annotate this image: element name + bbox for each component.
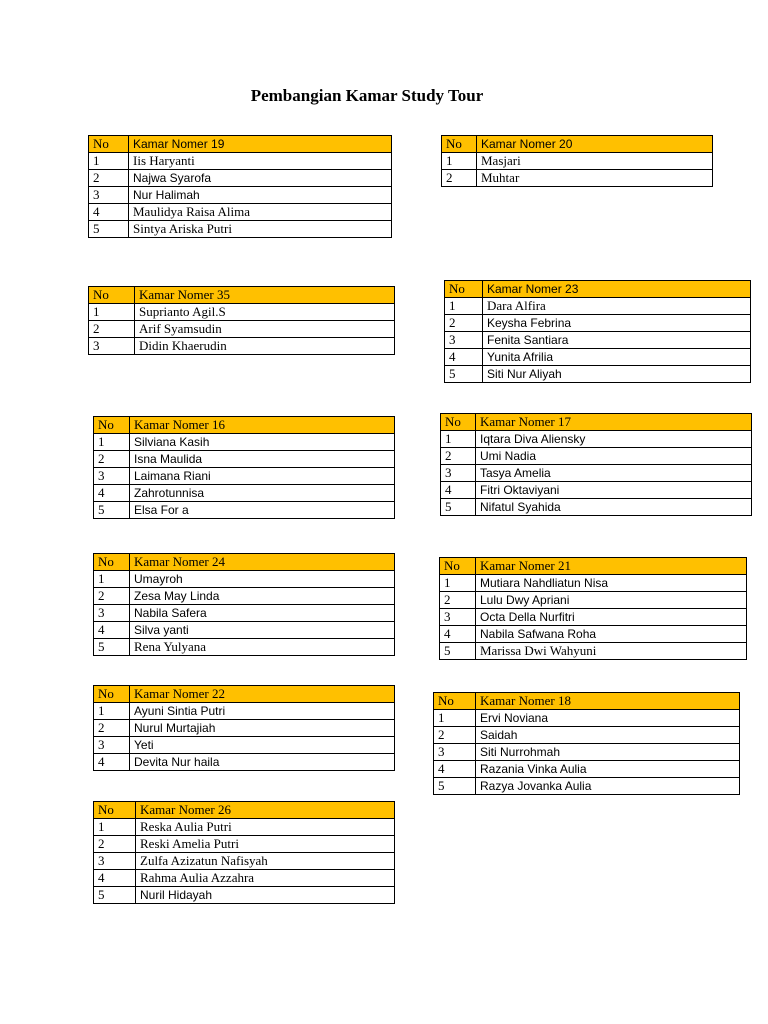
room-table-17 <box>440 413 752 516</box>
row-no: 3 <box>94 605 130 622</box>
table-row <box>89 204 392 221</box>
row-name: Ervi Noviana <box>476 710 740 727</box>
header-no: No <box>94 417 130 434</box>
header-no: No <box>89 287 135 304</box>
header-room: Kamar Nomer 20 <box>477 136 713 153</box>
page-title: Pembangian Kamar Study Tour <box>250 86 484 105</box>
row-name: Razania Vinka Aulia <box>476 761 740 778</box>
row-no: 2 <box>440 592 476 609</box>
row-name: Tasya Amelia <box>476 465 752 482</box>
room-table-16 <box>93 416 395 519</box>
table-row <box>94 622 395 639</box>
row-no: 4 <box>94 870 136 887</box>
row-name: Rahma Aulia Azzahra <box>136 870 395 887</box>
table-header <box>94 802 395 819</box>
table-header <box>445 281 751 298</box>
row-name: Masjari <box>477 153 713 170</box>
row-no: 4 <box>440 626 476 643</box>
table-row <box>434 778 740 795</box>
table-row <box>94 720 395 737</box>
room-table-18 <box>433 692 740 795</box>
row-no: 2 <box>94 588 130 605</box>
header-no: No <box>440 558 476 575</box>
table-row <box>441 448 752 465</box>
row-name: Saidah <box>476 727 740 744</box>
row-name: Nabila Safwana Roha <box>476 626 747 643</box>
table-row <box>89 304 395 321</box>
row-name: Fenita Santiara <box>483 332 751 349</box>
row-name: Maulidya Raisa Alima <box>129 204 392 221</box>
table-row <box>434 744 740 761</box>
table-row <box>94 502 395 519</box>
table-row <box>445 366 751 383</box>
row-no: 4 <box>89 204 129 221</box>
row-no: 3 <box>440 609 476 626</box>
table-row <box>442 153 713 170</box>
table-row <box>94 588 395 605</box>
row-no: 2 <box>94 720 130 737</box>
table-row <box>94 639 395 656</box>
row-name: Nabila Safera <box>130 605 395 622</box>
table-row <box>440 609 747 626</box>
row-no: 4 <box>445 349 483 366</box>
row-no: 2 <box>441 448 476 465</box>
room-table-20 <box>441 135 713 187</box>
row-no: 3 <box>89 338 135 355</box>
row-no: 1 <box>89 153 129 170</box>
row-no: 2 <box>445 315 483 332</box>
table-row <box>442 170 713 187</box>
row-name: Didin Khaerudin <box>135 338 395 355</box>
table-row <box>94 571 395 588</box>
room-table-23 <box>444 280 751 383</box>
row-name: Octa Della Nurfitri <box>476 609 747 626</box>
room-table-35 <box>88 286 395 355</box>
row-no: 3 <box>441 465 476 482</box>
row-no: 5 <box>94 502 130 519</box>
table-row <box>445 298 751 315</box>
row-name: Iis Haryanti <box>129 153 392 170</box>
table-header <box>94 554 395 571</box>
row-no: 5 <box>440 643 476 660</box>
header-no: No <box>94 686 130 703</box>
row-name: Nifatul Syahida <box>476 499 752 516</box>
row-name: Marissa Dwi Wahyuni <box>476 643 747 660</box>
room-table-24 <box>93 553 395 656</box>
row-no: 3 <box>94 853 136 870</box>
row-name: Mutiara Nahdliatun Nisa <box>476 575 747 592</box>
row-no: 3 <box>89 187 129 204</box>
row-no: 1 <box>94 571 130 588</box>
row-no: 5 <box>434 778 476 795</box>
row-name: Yeti <box>130 737 395 754</box>
table-header <box>442 136 713 153</box>
header-room: Kamar Nomer 17 <box>476 414 752 431</box>
row-name: Rena Yulyana <box>130 639 395 656</box>
table-row <box>94 887 395 904</box>
table-row <box>94 451 395 468</box>
table-row <box>434 727 740 744</box>
row-no: 1 <box>442 153 477 170</box>
table-row <box>94 605 395 622</box>
table-row <box>434 710 740 727</box>
table-header <box>440 558 747 575</box>
row-name: Laimana Riani <box>130 468 395 485</box>
row-no: 2 <box>89 321 135 338</box>
row-name: Zahrotunnisa <box>130 485 395 502</box>
table-row <box>89 338 395 355</box>
row-no: 1 <box>441 431 476 448</box>
header-room: Kamar Nomer 16 <box>130 417 395 434</box>
header-room: Kamar Nomer 18 <box>476 693 740 710</box>
row-name: Siti Nur Aliyah <box>483 366 751 383</box>
row-no: 2 <box>94 836 136 853</box>
header-no: No <box>445 281 483 298</box>
table-header <box>434 693 740 710</box>
table-row <box>94 434 395 451</box>
row-no: 1 <box>445 298 483 315</box>
table-row <box>94 836 395 853</box>
table-row <box>94 853 395 870</box>
table-row <box>94 754 395 771</box>
row-name: Sintya Ariska Putri <box>129 221 392 238</box>
row-name: Nur Halimah <box>129 187 392 204</box>
table-row <box>441 482 752 499</box>
row-no: 1 <box>94 819 136 836</box>
row-no: 3 <box>445 332 483 349</box>
row-name: Zesa May Linda <box>130 588 395 605</box>
table-row <box>440 575 747 592</box>
table-row <box>94 870 395 887</box>
table-row <box>94 703 395 720</box>
row-no: 4 <box>94 622 130 639</box>
table-row <box>445 315 751 332</box>
row-name: Reska Aulia Putri <box>136 819 395 836</box>
row-name: Razya Jovanka Aulia <box>476 778 740 795</box>
row-no: 2 <box>94 451 130 468</box>
table-row <box>445 332 751 349</box>
header-no: No <box>94 802 136 819</box>
header-no: No <box>434 693 476 710</box>
room-table-19 <box>88 135 392 238</box>
row-name: Silva yanti <box>130 622 395 639</box>
table-header <box>94 417 395 434</box>
header-room: Kamar Nomer 23 <box>483 281 751 298</box>
room-table-22 <box>93 685 395 771</box>
row-no: 2 <box>89 170 129 187</box>
table-row <box>441 465 752 482</box>
row-no: 1 <box>434 710 476 727</box>
header-room: Kamar Nomer 24 <box>130 554 395 571</box>
room-table-26 <box>93 801 395 904</box>
row-no: 1 <box>440 575 476 592</box>
table-row <box>89 153 392 170</box>
row-no: 4 <box>94 754 130 771</box>
row-name: Elsa For a <box>130 502 395 519</box>
table-row <box>434 761 740 778</box>
table-row <box>445 349 751 366</box>
table-header <box>89 136 392 153</box>
row-no: 5 <box>94 639 130 656</box>
row-name: Devita Nur haila <box>130 754 395 771</box>
row-no: 3 <box>94 468 130 485</box>
row-name: Umayroh <box>130 571 395 588</box>
header-no: No <box>89 136 129 153</box>
table-row <box>441 431 752 448</box>
row-no: 1 <box>94 703 130 720</box>
table-row <box>441 499 752 516</box>
header-room: Kamar Nomer 22 <box>130 686 395 703</box>
row-name: Siti Nurrohmah <box>476 744 740 761</box>
row-no: 5 <box>94 887 136 904</box>
table-row <box>440 592 747 609</box>
row-name: Suprianto Agil.S <box>135 304 395 321</box>
row-no: 4 <box>441 482 476 499</box>
row-no: 1 <box>89 304 135 321</box>
table-row <box>89 187 392 204</box>
table-row <box>94 819 395 836</box>
row-no: 3 <box>434 744 476 761</box>
header-room: Kamar Nomer 19 <box>129 136 392 153</box>
header-no: No <box>442 136 477 153</box>
table-row <box>94 468 395 485</box>
row-no: 2 <box>442 170 477 187</box>
row-no: 4 <box>94 485 130 502</box>
row-name: Nurul Murtajiah <box>130 720 395 737</box>
room-table-21 <box>439 557 747 660</box>
row-name: Fitri Oktaviyani <box>476 482 752 499</box>
row-name: Iqtara Diva Aliensky <box>476 431 752 448</box>
row-name: Yunita Afrilia <box>483 349 751 366</box>
row-name: Dara Alfira <box>483 298 751 315</box>
row-no: 4 <box>434 761 476 778</box>
table-row <box>440 626 747 643</box>
table-header <box>89 287 395 304</box>
row-no: 5 <box>441 499 476 516</box>
row-no: 3 <box>94 737 130 754</box>
table-row <box>89 321 395 338</box>
row-name: Arif Syamsudin <box>135 321 395 338</box>
row-name: Muhtar <box>477 170 713 187</box>
table-row <box>94 737 395 754</box>
table-header <box>94 686 395 703</box>
header-room: Kamar Nomer 35 <box>135 287 395 304</box>
row-name: Nuril Hidayah <box>136 887 395 904</box>
header-no: No <box>94 554 130 571</box>
row-name: Reski Amelia Putri <box>136 836 395 853</box>
table-row <box>89 170 392 187</box>
table-header <box>441 414 752 431</box>
row-name: Isna Maulida <box>130 451 395 468</box>
table-row <box>440 643 747 660</box>
row-no: 2 <box>434 727 476 744</box>
row-name: Lulu Dwy Apriani <box>476 592 747 609</box>
row-name: Silviana Kasih <box>130 434 395 451</box>
header-no: No <box>441 414 476 431</box>
row-no: 1 <box>94 434 130 451</box>
row-no: 5 <box>89 221 129 238</box>
row-name: Zulfa Azizatun Nafisyah <box>136 853 395 870</box>
row-name: Keysha Febrina <box>483 315 751 332</box>
table-row <box>89 221 392 238</box>
table-row <box>94 485 395 502</box>
row-no: 5 <box>445 366 483 383</box>
row-name: Najwa Syarofa <box>129 170 392 187</box>
header-room: Kamar Nomer 26 <box>136 802 395 819</box>
header-room: Kamar Nomer 21 <box>476 558 747 575</box>
row-name: Ayuni Sintia Putri <box>130 703 395 720</box>
row-name: Umi Nadia <box>476 448 752 465</box>
